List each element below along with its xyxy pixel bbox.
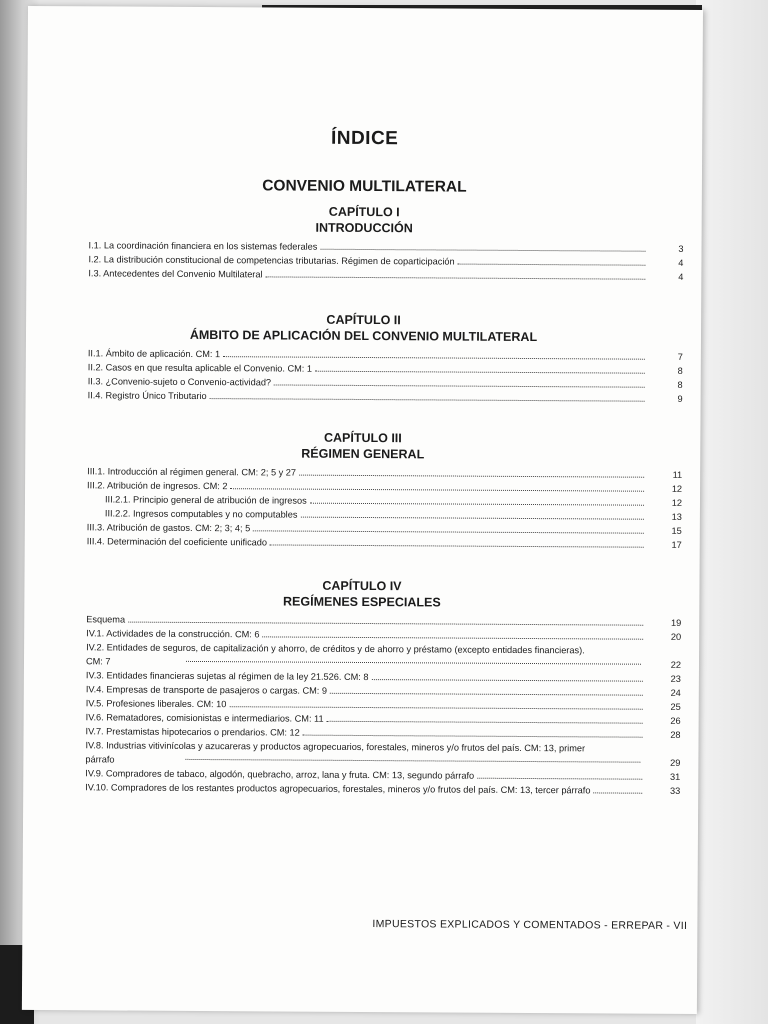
toc-entry[interactable]: I.3. Antecedentes del Convenio Multilateral 4 xyxy=(88,268,684,282)
toc-entry[interactable]: IV.7. Prestamistas hipotecarios o prendarios. CM: 12 28 xyxy=(85,726,681,740)
chapter-number: CAPÍTULO IV xyxy=(322,578,402,594)
chapter-number: CAPÍTULO II xyxy=(326,312,401,328)
toc-entry[interactable]: IV.8. Industrias vitivinícolas y azucareras y productos agropecuarios, forestales, mineros y/o frutos del país. CM: 13, primer párrafo 29 xyxy=(85,740,681,768)
chapter-title: INTRODUCCIÓN xyxy=(315,220,413,236)
document-page xyxy=(22,6,703,1014)
toc-list xyxy=(87,346,683,405)
toc-entry[interactable]: IV.5. Profesiones liberales. CM: 10 25 xyxy=(85,698,681,712)
toc-list xyxy=(85,612,682,797)
toc-entry[interactable]: IV.1. Actividades de la construcción. CM: 6 20 xyxy=(86,628,682,642)
chapter-title: RÉGIMEN GENERAL xyxy=(301,446,425,462)
toc-entry[interactable]: IV.3. Entidades financieras sujetas al régimen de la ley 21.526. CM: 8 23 xyxy=(85,670,681,684)
chapter-number: CAPÍTULO III xyxy=(323,430,402,446)
main-title: CONVENIO MULTILATERAL xyxy=(262,177,467,196)
toc-entry[interactable]: III.2.1. Principio general de atribución de ingresos 12 xyxy=(104,494,683,508)
toc-entry[interactable]: IV.9. Compradores de tabaco, algodón, quebracho, arroz, lana y fruta. CM: 13, segundo párrafo 31 xyxy=(85,768,681,782)
chapter-title: ÁMBITO DE APLICACIÓN DEL CONVENIO MULTILATERAL xyxy=(189,327,538,345)
toc-entry[interactable]: IV.6. Rematadores, comisionistas e intermediarios. CM: 11 26 xyxy=(85,712,681,726)
toc-entry[interactable]: III.1. Introducción al régimen general. CM: 2; 5 y 27 11 xyxy=(87,466,683,480)
toc-entry[interactable]: III.3. Atribución de gastos. CM: 2; 3; 4; 5 15 xyxy=(86,522,682,536)
toc-entry[interactable]: III.2.2. Ingresos computables y no computables 13 xyxy=(104,508,682,522)
chapter-1 xyxy=(26,202,701,284)
toc-entry[interactable]: II.3. ¿Convenio-sujeto o Convenio-actividad? 8 xyxy=(87,376,683,390)
chapter-number: CAPÍTULO I xyxy=(328,204,400,220)
chapter-title: REGÍMENES ESPECIALES xyxy=(282,594,441,610)
toc-entry[interactable]: II.4. Registro Único Tributario 9 xyxy=(87,390,683,404)
scan-right-shade xyxy=(696,0,768,1024)
toc-entry[interactable]: II.2. Casos en que resulta aplicable el Convenio. CM: 1 8 xyxy=(87,362,683,376)
toc-entry[interactable]: III.2. Atribución de ingresos. CM: 2 12 xyxy=(87,480,683,494)
toc-entry[interactable]: IV.4. Empresas de transporte de pasajeros o cargas. CM: 9 24 xyxy=(85,684,681,698)
index-title: ÍNDICE xyxy=(330,127,399,150)
toc-entry[interactable]: Esquema 19 xyxy=(86,614,682,628)
toc-entry[interactable]: IV.2. Entidades de seguros, de capitalización y ahorro, de créditos y de ahorro y préstamo (excepto entidades financieras). CM: 7 22 xyxy=(85,642,682,670)
toc-list xyxy=(88,238,684,283)
toc-entry[interactable]: IV.10. Compradores de los restantes productos agropecuarios, forestales, mineros y/o frutos del país. CM: 13, tercer párrafo 33 xyxy=(85,782,681,796)
chapter-4 xyxy=(23,576,699,798)
toc-entry[interactable]: III.4. Determinación del coeficiente unificado 17 xyxy=(86,536,682,550)
page-footer: IMPUESTOS EXPLICADOS Y COMENTADOS - ERREPAR - VII xyxy=(372,918,688,932)
toc-entry[interactable]: II.1. Ámbito de aplicación. CM: 1 7 xyxy=(87,348,683,362)
chapter-2 xyxy=(26,310,702,406)
toc-entry[interactable]: I.2. La distribución constitucional de competencias tributarias. Régimen de coparticipación 4 xyxy=(88,254,684,268)
chapter-3 xyxy=(25,428,701,552)
toc-list xyxy=(86,464,683,551)
toc-entry[interactable]: I.1. La coordinación financiera en los sistemas federales 3 xyxy=(88,240,684,254)
